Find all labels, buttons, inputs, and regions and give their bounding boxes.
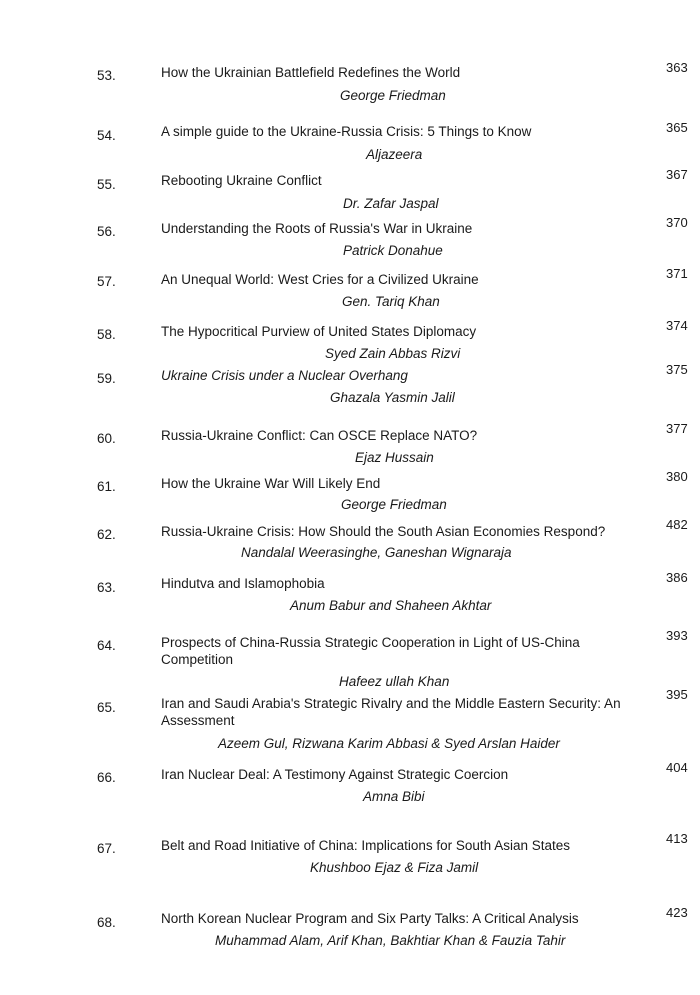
entry-number: 68. xyxy=(97,915,116,930)
entry-number: 67. xyxy=(97,841,116,856)
page-number: 413 xyxy=(666,831,688,846)
entry-number: 54. xyxy=(97,128,116,143)
entry-number: 56. xyxy=(97,224,116,239)
entry-author: Patrick Donahue xyxy=(343,243,443,258)
entry-title: Iran and Saudi Arabia's Strategic Rivalry and the Middle Eastern Security: An Assessment xyxy=(161,696,621,728)
page-number: 386 xyxy=(666,570,688,585)
entry-title: Belt and Road Initiative of China: Implications for South Asian States xyxy=(161,838,570,853)
page-number: 482 xyxy=(666,517,688,532)
page-number: 393 xyxy=(666,628,688,643)
entry-author: Amna Bibi xyxy=(363,789,425,804)
entry-title: Ukraine Crisis under a Nuclear Overhang xyxy=(161,368,408,383)
entry-author: Nandalal Weerasinghe, Ganeshan Wignaraja xyxy=(241,545,512,560)
entry-title: How the Ukrainian Battlefield Redefines the World xyxy=(161,65,461,80)
entry-number: 58. xyxy=(97,327,116,342)
entry-title: How the Ukraine War Will Likely End xyxy=(161,476,381,491)
page-number: 380 xyxy=(666,469,688,484)
entry-author: Muhammad Alam, Arif Khan, Bakhtiar Khan & Fauzia Tahir xyxy=(215,933,566,948)
entry-number: 59. xyxy=(97,371,116,386)
entry-number: 65. xyxy=(97,700,116,715)
entry-author: Ghazala Yasmin Jalil xyxy=(330,390,455,405)
page-number: 370 xyxy=(666,215,688,230)
entry-author: Anum Babur and Shaheen Akhtar xyxy=(290,598,492,613)
entry-title: Prospects of China-Russia Strategic Cooperation in Light of US-China Competition xyxy=(161,635,580,667)
entry-number: 66. xyxy=(97,770,116,785)
entry-author: Gen. Tariq Khan xyxy=(342,294,440,309)
entry-number: 55. xyxy=(97,177,116,192)
entry-title: Rebooting Ukraine Conflict xyxy=(161,173,322,188)
entry-number: 62. xyxy=(97,527,116,542)
entry-number: 63. xyxy=(97,580,116,595)
page-number: 371 xyxy=(666,266,688,281)
page-number: 367 xyxy=(666,167,688,182)
entry-author: George Friedman xyxy=(341,497,447,512)
page-number: 363 xyxy=(666,60,688,75)
entry-number: 60. xyxy=(97,431,116,446)
entry-number: 61. xyxy=(97,479,116,494)
page-number: 395 xyxy=(666,687,688,702)
entry-author: Khushboo Ejaz & Fiza Jamil xyxy=(310,860,479,875)
page-number: 377 xyxy=(666,421,688,436)
page-number: 423 xyxy=(666,905,688,920)
entry-title: An Unequal World: West Cries for a Civilized Ukraine xyxy=(161,272,479,287)
entry-title: Russia-Ukraine Conflict: Can OSCE Replace NATO? xyxy=(161,428,478,443)
entry-number: 53. xyxy=(97,68,116,83)
entry-author: Hafeez ullah Khan xyxy=(339,674,450,689)
page-number: 374 xyxy=(666,318,688,333)
entry-author: George Friedman xyxy=(340,88,446,103)
entry-title: A simple guide to the Ukraine-Russia Crisis: 5 Things to Know xyxy=(161,124,532,139)
entry-author: Azeem Gul, Rizwana Karim Abbasi & Syed Arslan Haider xyxy=(218,736,560,751)
page-number: 404 xyxy=(666,760,688,775)
entry-author: Dr. Zafar Jaspal xyxy=(343,196,439,211)
entry-title: Russia-Ukraine Crisis: How Should the South Asian Economies Respond? xyxy=(161,524,606,539)
entry-title: North Korean Nuclear Program and Six Party Talks: A Critical Analysis xyxy=(161,911,579,926)
entry-title: The Hypocritical Purview of United States Diplomacy xyxy=(161,324,477,339)
entry-number: 64. xyxy=(97,638,116,653)
entry-number: 57. xyxy=(97,274,116,289)
entry-title: Iran Nuclear Deal: A Testimony Against Strategic Coercion xyxy=(161,767,509,782)
page-number: 365 xyxy=(666,120,688,135)
entry-title: Hindutva and Islamophobia xyxy=(161,576,325,591)
page-number: 375 xyxy=(666,362,688,377)
entry-author: Ejaz Hussain xyxy=(355,450,434,465)
entry-author: Syed Zain Abbas Rizvi xyxy=(325,346,461,361)
entry-title: Understanding the Roots of Russia's War in Ukraine xyxy=(161,221,473,236)
entry-author: Aljazeera xyxy=(366,147,423,162)
